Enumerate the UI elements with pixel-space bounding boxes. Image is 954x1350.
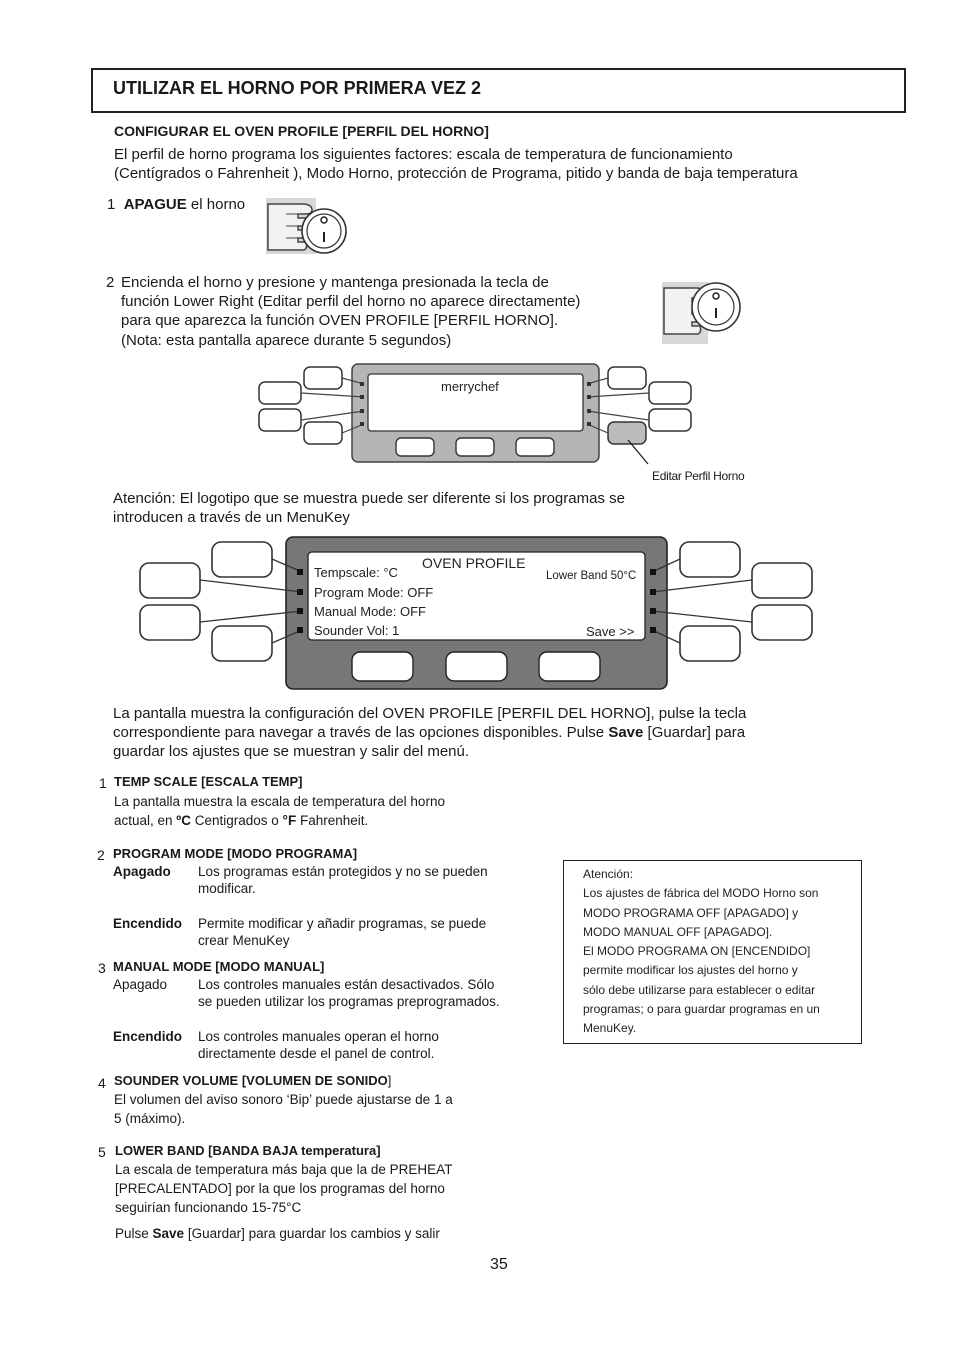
lcd-left-line-3: Manual Mode: OFF [314,604,426,619]
item-1-line-1: La pantalla muestra la escala de temperatura del horno [114,794,445,809]
oven-profile-header: OVEN PROFILE [422,555,526,571]
panel-1-display-text: merrychef [441,379,499,394]
intro-line-2: (Centígrados o Fahrenheit ), Modo Horno, protección de Programa, pitido y banda de baja temperatura [114,165,798,182]
display-line-2-bold: Save [608,724,644,741]
item-5-heading: LOWER BAND [BANDA BAJA temperatura] [115,1143,381,1158]
item-2-heading: PROGRAM MODE [MODO PROGRAMA] [113,846,358,861]
note-line-6: permite modificar los ajustes del horno y [583,963,798,978]
item-5-line-2: [PRECALENTADO] por la que los programas del horno [115,1181,445,1196]
hand-press-switch-icon-2 [660,270,744,348]
note-line-8: programas; o para guardar programas en un [583,1002,820,1017]
step-1 [107,195,245,214]
item-4-heading-tail: ] [387,1073,392,1088]
item-2-off-line-2: modificar. [198,881,256,896]
item-3-off-label: Apagado [113,977,168,992]
item-2-off-label: Apagado [113,864,171,879]
temp-c: Centigrados o [190,813,283,828]
step-1-bold: APAGUE [123,196,187,213]
item-3-heading: MANUAL MODE [MODO MANUAL] [113,959,325,974]
item-2-on-label: Encendido [113,916,183,931]
display-line-2-a: correspondiente para navegar a través de las opciones disponibles. Pulse [113,724,609,741]
item-1-heading: TEMP SCALE [ESCALA TEMP] [114,774,303,789]
item-5-number: 5 [98,1144,106,1160]
item-3-number: 3 [98,960,106,976]
item-3-off-line-2: se pueden utilizar los programas preprogramados. [198,994,500,1009]
note-line-7: sólo debe utilizarse para establecer o editar [583,982,816,997]
note-line-5: El MODO PROGRAMA ON [ENCENDIDO] [583,944,811,959]
attention-logo-line-2: introducen a través de un MenuKey [113,509,350,526]
note-line-4: MODO MANUAL OFF [APAGADO]. [583,924,773,939]
item-3-on-label: Encendido [113,1029,183,1044]
display-line-2 [113,723,745,742]
note-line-1: Atención: [583,867,634,881]
save-b: [Guardar] para guardar los cambios y salir [184,1226,440,1241]
item-4-number: 4 [98,1075,106,1091]
item-2-off-line-1: Los programas están protegidos y no se pueden [198,864,488,879]
save-bold: Save [152,1226,185,1241]
item-4-line-2: 5 (máximo). [114,1111,186,1126]
lcd-lower-band: Lower Band 50°C [546,570,637,582]
display-line-1: La pantalla muestra la configuración del OVEN PROFILE [PERFIL DEL HORNO], pulse la tecla [113,705,747,722]
note-line-3: MODO PROGRAMA OFF [APAGADO] y [583,905,799,920]
edit-profile-callout: Editar Perfil Horno [652,469,745,483]
step-1-number: 1 [107,196,116,213]
attention-note-text [583,865,820,1039]
item-5-line-1: La escala de temperatura más baja que la de PREHEAT [115,1162,453,1177]
item-4-heading-bold: SOUNDER VOLUME [VOLUMEN DE SONIDO [114,1073,388,1088]
temp-a: actual, en [114,813,177,828]
step-2-line-3: para que aparezca la función OVEN PROFILE [PERFIL HORNO]. [121,312,559,329]
display-line-3: guardar los ajustes que se muestran y salir del menú. [113,743,470,760]
lcd-save: Save >> [586,624,635,639]
page-number: 35 [490,1256,508,1273]
step-2-line-4: (Nota: esta pantalla aparece durante 5 segundos) [121,332,452,349]
item-3-off-line-1: Los controles manuales están desactivados. Sólo [198,977,495,992]
intro-line-1: El perfil de horno programa los siguientes factores: escala de temperatura de funcionamiento [114,146,733,163]
step-2-line-1: Encienda el horno y presione y mantenga presionada la tecla de [121,274,549,291]
item-5-save-line [115,1224,440,1243]
item-4-heading [114,1073,391,1088]
item-3-on-line-1: Los controles manuales operan el horno [198,1029,439,1044]
lcd-left-line-1: Tempscale: °C [314,565,398,580]
step-1-text: el horno [186,196,246,213]
lcd-left-line-4: Sounder Vol: 1 [314,623,400,638]
item-3-on-line-2: directamente desde el panel de control. [198,1046,435,1061]
section-heading: CONFIGURAR EL OVEN PROFILE [PERFIL DEL HORNO] [114,123,489,139]
item-1-number: 1 [99,775,107,791]
item-1-line-2 [114,811,368,830]
attention-logo-line-1: Atención: El logotipo que se muestra puede ser diferente si los programas se [113,490,625,507]
note-line-9: MenuKey. [583,1021,637,1036]
hand-press-switch-icon [262,192,352,260]
lcd-left-line-2: Program Mode: OFF [314,585,434,600]
step-2-line-2: función Lower Right (Editar perfil del horno no aparece directamente) [121,293,581,310]
item-2-number: 2 [97,847,105,863]
item-4-line-1: El volumen del aviso sonoro ‘Bip’ puede ajustarse de 1 a [114,1092,453,1107]
display-line-2-b: [Guardar] para [643,724,746,741]
temp-d: Fahrenheit. [296,813,369,828]
step-2-number: 2 [106,274,115,291]
temp-celsius: ºC [176,813,191,828]
item-2-on-line-1: Permite modificar y añadir programas, se puede [198,916,487,931]
note-line-2: Los ajustes de fábrica del MODO Horno son [583,886,819,901]
save-a: Pulse [115,1226,153,1241]
item-2-on-line-2: crear MenuKey [198,933,290,948]
item-5-line-3: seguirían funcionando 15-75°C [115,1200,302,1215]
control-panel-1 [256,360,696,468]
page-title: UTILIZAR EL HORNO POR PRIMERA VEZ 2 [113,78,482,98]
temp-fahrenheit: °F [282,813,297,828]
